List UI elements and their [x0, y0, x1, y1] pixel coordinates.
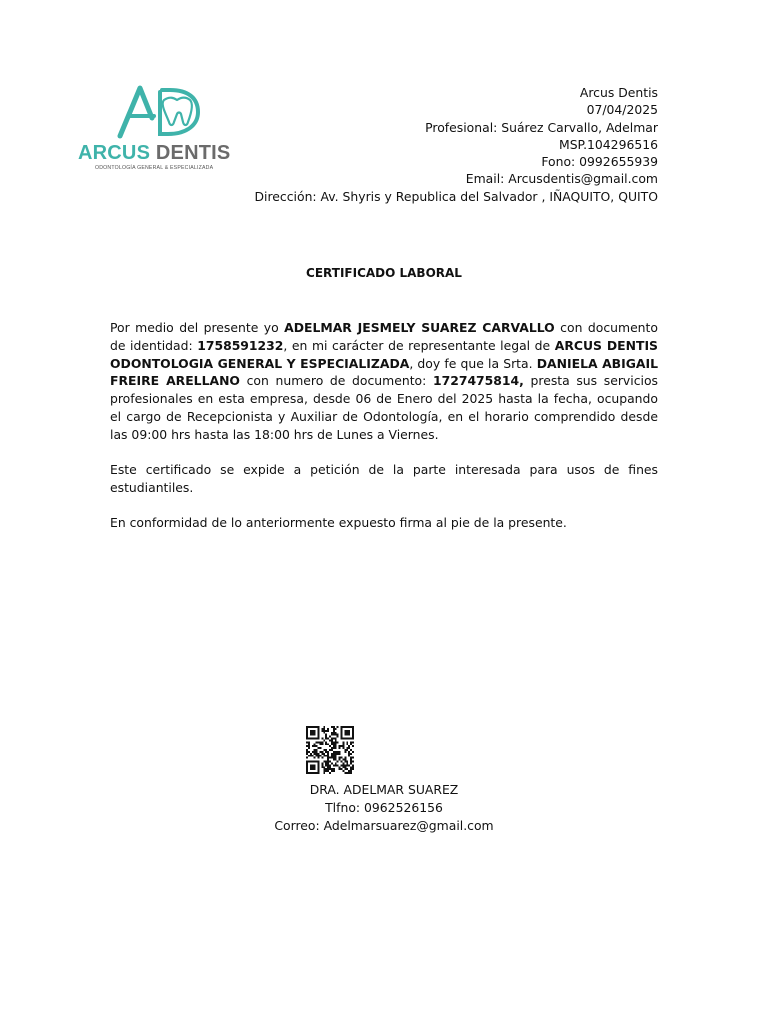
msp-number: MSP.104296516 [559, 136, 658, 152]
document-title: CERTIFICADO LABORAL [306, 266, 462, 280]
certificate-paragraph-2: Este certificado se expide a petición de la parte interesada para usos de fines estudiantiles. [110, 462, 658, 495]
company-logo [78, 84, 238, 176]
company-name: Arcus Dentis [579, 85, 658, 100]
logo-name-primary: ARCUS [78, 142, 151, 164]
logo-wordmark [78, 142, 230, 165]
qr-code-icon [306, 726, 354, 774]
signature-block [231, 781, 537, 836]
tooth-logo-icon [114, 84, 204, 140]
employee-name: DANIELA ABIGAIL FREIRE ARELLANO [110, 355, 659, 389]
logo-name-secondary: DENTIS [155, 142, 231, 164]
p1-text-5: con numero de documento: [239, 373, 433, 389]
company-address: Dirección: Av. Shyris y Republica del Salvador , IÑAQUITO, QUITO [254, 188, 658, 204]
p1-text-3: , en mi carácter de representante legal de [283, 337, 555, 353]
signer-phone: Tlfno: 0962526156 [325, 800, 443, 816]
p1-text-4: , doy fe que la Srta. [409, 355, 537, 371]
document-date: 07/04/2025 [586, 102, 658, 118]
company-email: Email: Arcusdentis@gmail.com [465, 171, 658, 187]
legal-rep-id: 1758591232 [197, 337, 284, 353]
logo-tagline: ODONTOLOGÍA GENERAL & ESPECIALIZADA [95, 165, 214, 171]
company-phone: Fono: 0992655939 [541, 154, 658, 170]
legal-rep-name: ADELMAR JESMELY SUAREZ CARVALLO [284, 320, 555, 335]
p1-text-1: Por medio del presente yo [110, 320, 285, 335]
certificate-paragraph-1 [110, 319, 658, 444]
professional-name: Profesional: Suárez Carvallo, Adelmar [425, 119, 658, 135]
p1-text-6: presta sus servicios profesionales en esta empresa, desde 06 de Enero del 2025 hasta la fecha, ocupando el cargo de Recepcionista y Auxiliar de Odontología, en el horario comprendido desde las 09:00 hrs hasta las 18:00 hrs de Lunes a Viernes. [110, 373, 658, 442]
signer-name: DRA. ADELMAR SUAREZ [309, 782, 459, 797]
p1-text-2: con documento de identidad: [110, 320, 658, 353]
header-info [255, 84, 659, 205]
company-legal-name: ARCUS DENTIS ODONTOLOGIA GENERAL Y ESPECIALIZADA [110, 337, 658, 371]
certificate-paragraph-3: En conformidad de lo anteriormente expuesto firma al pie de la presente. [110, 515, 567, 530]
signer-email: Correo: Adelmarsuarez@gmail.com [274, 818, 494, 834]
employee-id: 1727475814, [432, 373, 524, 389]
